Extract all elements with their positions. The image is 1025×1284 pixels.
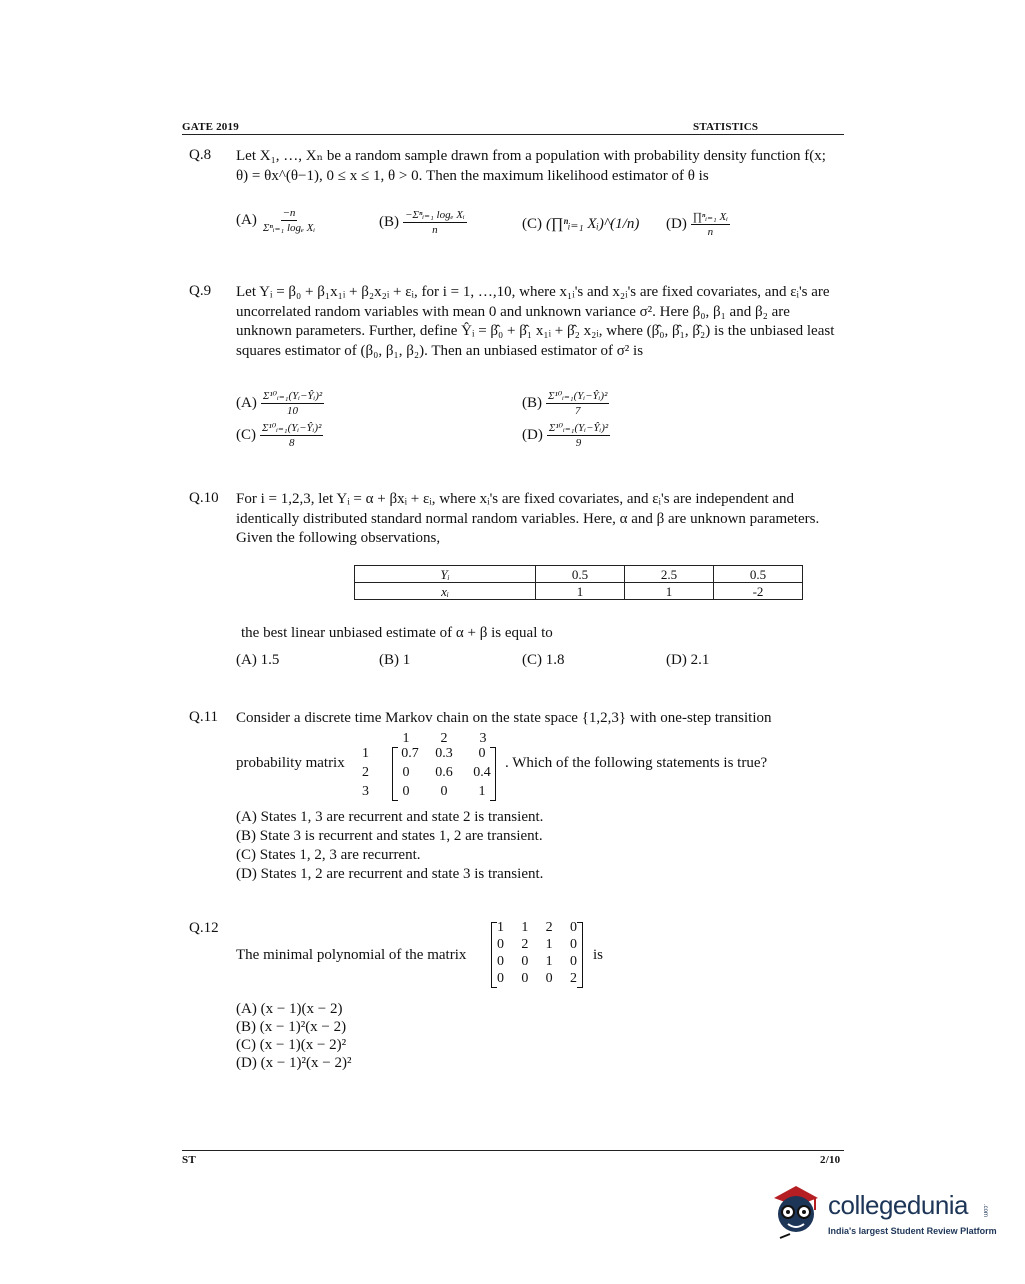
matrix-row [497,919,577,936]
q8-number: Q.8 [189,147,212,163]
q11-option-d: (D) States 1, 2 are recurrent and state 3 is transient. [236,866,544,882]
matrix-cell: 0 [402,784,410,799]
q11-matrix-label: probability matrix [236,755,345,771]
q8-option-d-label: (D) [666,216,687,232]
q11-option-b: (B) State 3 is recurrent and states 1, 2 are transient. [236,828,543,844]
q9-number: Q.9 [189,283,212,299]
matrix-cell: 0 [402,765,410,780]
matrix-cell: 0 [569,954,577,969]
matrix-cell: 1 [497,920,504,935]
q8-option-d [666,211,730,238]
q9-option-c-den: 8 [288,437,295,449]
q9-option-d [522,422,610,449]
q12-after-text: is [593,947,604,963]
q10-option-d [666,652,709,669]
q11-matrix-after: . Which of the following statements is true? [505,755,768,771]
q8-option-b [379,209,467,236]
matrix-cell: 0.3 [435,746,453,761]
q10-observation-table [354,565,803,600]
matrix-cell: 2 [545,920,553,935]
q8-option-a-label: (A) [236,212,257,228]
table-cell: 1 [625,583,714,600]
table-cell: Yᵢ [355,566,536,583]
q10-option-c [522,652,565,669]
matrix-cell: 2 [521,937,529,952]
q11-col-head: 3 [479,731,487,746]
q9-option-d-den: 9 [575,437,582,449]
q9-option-a [236,390,324,417]
footer-code: ST [182,1154,196,1166]
q9-option-d-num: Σ¹⁰ᵢ₌₁(Yᵢ−Ŷᵢ)² [548,422,609,434]
q10-option-a-value: 1.5 [260,652,280,668]
collegedunia-logo-domain: .com [982,1204,988,1218]
q10-option-b-label: (B) [379,652,399,668]
matrix-cell: 0 [521,971,529,986]
q12-matrix [497,919,577,987]
footer-page-number: 2/10 [820,1154,841,1166]
matrix-cell: 1 [545,954,553,969]
q8-option-b-num: −Σⁿᵢ₌₁ logₑ Xᵢ [405,209,465,221]
header-subject: STATISTICS [693,121,759,133]
q8-text: Let X₁, …, Xₙ be a random sample drawn from a population with probability density function f(x; θ) = θx^(θ−1), 0 ≤ x ≤ 1, θ > 0. Then the maximum likelihood estimator of θ is [236,148,826,184]
q12-number: Q.12 [189,920,219,936]
footer-rule [182,1150,844,1151]
q9-option-a-num: Σ¹⁰ᵢ₌₁(Yᵢ−Ŷᵢ)² [262,390,323,402]
q10-after-text: the best linear unbiased estimate of α + β is equal to [241,625,553,641]
q11-text: Consider a discrete time Markov chain on the state space {1,2,3} with one-step transition [236,710,772,726]
q12-option-d: (D) (x − 1)²(x − 2)² [236,1055,352,1071]
q8-option-c-expr: (∏ⁿᵢ₌₁ Xᵢ)^(1/n) [546,216,640,232]
q10-option-a [236,652,279,669]
matrix-row [497,953,577,970]
matrix-cell: 0 [497,937,504,952]
table-row [355,566,803,583]
q11-number: Q.11 [189,709,219,725]
q9-option-b-den: 7 [574,405,581,417]
table-cell: 1 [536,583,625,600]
matrix-row [497,970,577,987]
q8-option-d-num: ∏ⁿᵢ₌₁ Xᵢ [692,211,728,223]
q9-text: Let Yᵢ = β₀ + β₁x₁ᵢ + β₂x₂ᵢ + εᵢ, for i = 1, …,10, where x₁ᵢ's and x₂ᵢ's are fixed covariates, and εᵢ's are uncorrelated random variables with mean 0 and unknown variance σ². Here β₀, β₁ and β₂ are unknown parameters. Further, define Ŷᵢ = β̂₀ + β̂₁ x₁ᵢ + β̂₂ x₂ᵢ, where (β̂₀, β̂₁, β̂₂) is the unbiased least squares estimator of (β₀, β₁, β₂). Then an unbiased estimator of σ² is [236,284,835,359]
table-cell: 0.5 [536,566,625,583]
matrix-cell: 0.7 [401,746,419,761]
q8-option-d-den: n [707,226,714,238]
header-rule [182,134,844,135]
matrix-cell: 0 [545,971,553,986]
matrix-cell: 1 [545,937,553,952]
matrix-cell: 0.4 [473,765,491,780]
matrix-cell: 0 [497,954,504,969]
matrix-cell: 1 [521,920,529,935]
q10-number: Q.10 [189,490,219,506]
table-cell: 2.5 [625,566,714,583]
q11-option-c: (C) States 1, 2, 3 are recurrent. [236,847,421,863]
q11-col-head: 1 [402,731,410,746]
q11-col-head: 2 [440,731,448,746]
q12-text: The minimal polynomial of the matrix [236,947,467,963]
q10-option-c-value: 1.8 [545,652,565,668]
matrix-cell: 0.6 [435,765,453,780]
matrix-row [497,936,577,953]
q9-option-a-den: 10 [287,405,299,417]
q10-option-a-label: (A) [236,652,257,668]
q9-option-b-label: (B) [522,395,542,411]
table-cell: -2 [714,583,803,600]
matrix-cell: 0 [569,937,577,952]
q9-option-b-num: Σ¹⁰ᵢ₌₁(Yᵢ−Ŷᵢ)² [548,390,608,402]
q12-option-a: (A) (x − 1)(x − 2) [236,1001,343,1017]
collegedunia-tagline: India's largest Student Review Platform [828,1226,997,1236]
q12-option-b: (B) (x − 1)²(x − 2) [236,1019,347,1035]
table-cell: 0.5 [714,566,803,583]
matrix-cell: 2 [569,971,577,986]
q9-option-c [236,422,323,449]
q10-option-b [379,652,410,669]
q10-option-d-label: (D) [666,652,687,668]
q8-option-c [522,214,639,233]
q12-matrix-bracket-right [577,922,583,988]
matrix-cell: 1 [478,784,486,799]
q10-option-c-label: (C) [522,652,542,668]
matrix-cell: 0 [569,920,577,935]
q12-option-c: (C) (x − 1)(x − 2)² [236,1037,347,1053]
q11-row-head: 3 [362,784,369,799]
matrix-cell: 0 [521,954,529,969]
q11-row-head: 2 [362,765,369,780]
table-cell: xᵢ [355,583,536,600]
q11-option-a: (A) States 1, 3 are recurrent and state 2 is transient. [236,809,544,825]
q10-text: For i = 1,2,3, let Yᵢ = α + βxᵢ + εᵢ, where xᵢ's are fixed covariates, and εᵢ's are independent and identically distributed standard normal random variables. Here, α and β are unknown parameters. Given the following observations, [236,491,820,546]
q8-option-a-num: −n [282,207,296,219]
q9-option-a-label: (A) [236,395,257,411]
q8-option-b-den: n [432,224,438,236]
q11-row-head: 1 [362,746,369,761]
collegedunia-mascot-icon [766,1176,826,1246]
table-row [355,583,803,600]
q8-option-a-den: Σⁿᵢ₌₁ logₑ Xᵢ [262,222,316,234]
q9-option-d-label: (D) [522,427,543,443]
collegedunia-logo-text: collegedunia [828,1190,969,1220]
matrix-cell: 0 [440,784,448,799]
header-exam: GATE 2019 [182,121,239,133]
matrix-cell: 0 [478,746,486,761]
q10-option-b-value: 1 [402,652,411,668]
q9-option-c-label: (C) [236,427,256,443]
q9-option-c-num: Σ¹⁰ᵢ₌₁(Yᵢ−Ŷᵢ)² [262,422,322,434]
matrix-cell: 0 [497,971,504,986]
q8-option-b-label: (B) [379,214,399,230]
q9-option-b [522,390,609,417]
q10-option-d-value: 2.1 [690,652,710,668]
q8-option-c-label: (C) [522,216,542,233]
q8-option-a [236,207,317,234]
